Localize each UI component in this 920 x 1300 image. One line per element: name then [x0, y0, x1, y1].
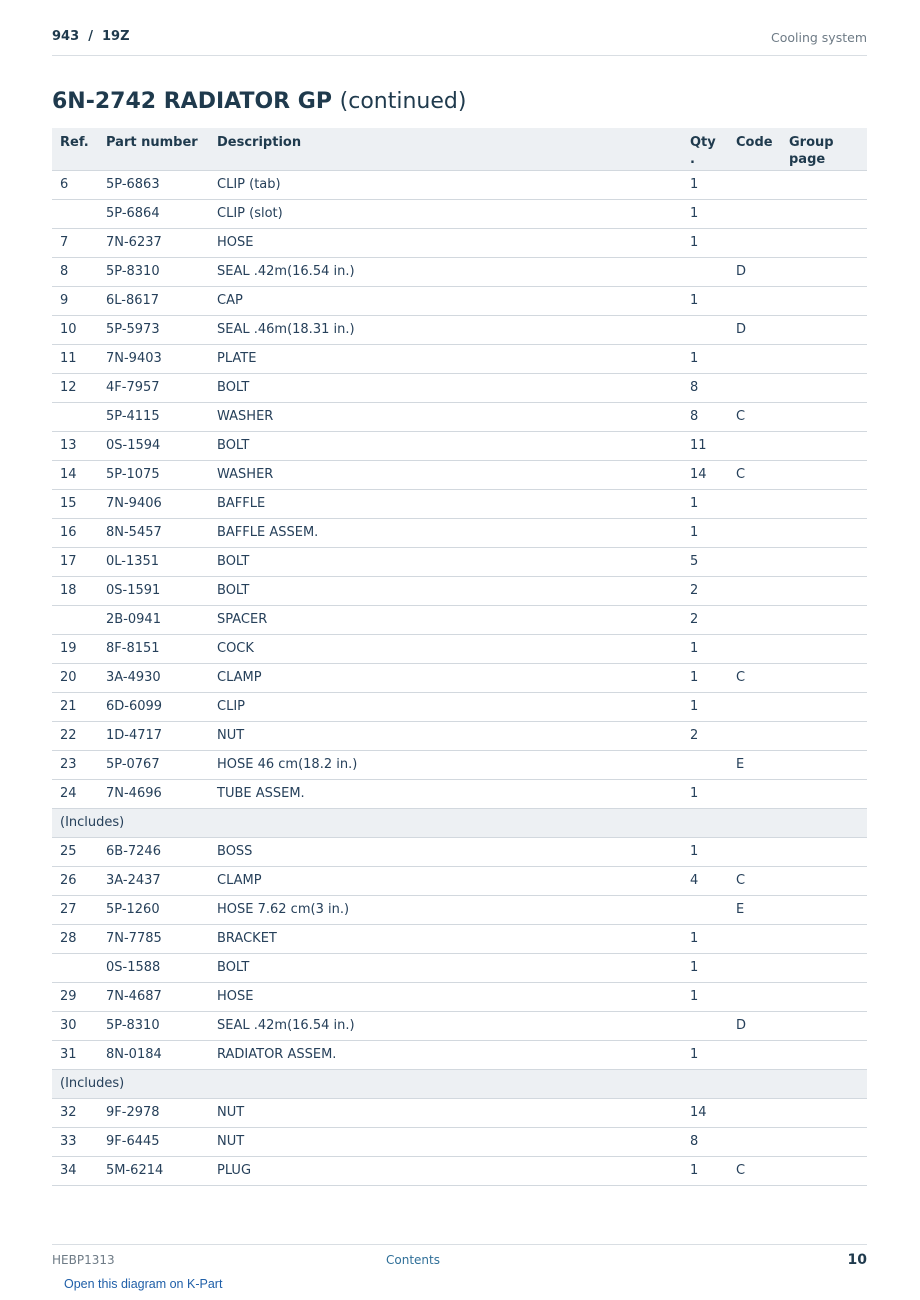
row-part-number: 5P-6864: [98, 199, 209, 228]
row-group-page: [781, 199, 867, 228]
row-description: NUT: [209, 721, 682, 750]
row-code: [728, 982, 781, 1011]
row-code: C: [728, 402, 781, 431]
table-row: [52, 315, 867, 344]
table-row: [52, 1040, 867, 1069]
table-row: [52, 199, 867, 228]
model-label: 943 / 19Z: [52, 29, 130, 44]
row-description: WASHER: [209, 460, 682, 489]
row-part-number: 7N-6237: [98, 228, 209, 257]
open-diagram-link[interactable]: Open this diagram on K-Part: [64, 1277, 223, 1291]
row-part-number: 6L-8617: [98, 286, 209, 315]
row-qty: 1: [682, 634, 728, 663]
row-description: COCK: [209, 634, 682, 663]
row-qty: 2: [682, 721, 728, 750]
row-part-number: 8F-8151: [98, 634, 209, 663]
table-row: [52, 837, 867, 866]
row-code: [728, 1127, 781, 1156]
row-group-page: [781, 315, 867, 344]
row-qty: [682, 895, 728, 924]
row-part-number: 0S-1588: [98, 953, 209, 982]
row-group-page: [781, 460, 867, 489]
row-group-page: [781, 953, 867, 982]
row-code: C: [728, 1156, 781, 1185]
row-qty: 1: [682, 953, 728, 982]
page-footer: [52, 1244, 867, 1295]
row-qty: 1: [682, 199, 728, 228]
row-ref: 30: [52, 1011, 98, 1040]
table-row: [52, 779, 867, 808]
row-code: [728, 576, 781, 605]
row-qty: 1: [682, 170, 728, 199]
row-description: BAFFLE: [209, 489, 682, 518]
row-part-number: 6D-6099: [98, 692, 209, 721]
row-part-number: 5P-8310: [98, 257, 209, 286]
table-row: [52, 402, 867, 431]
row-part-number: 6B-7246: [98, 837, 209, 866]
row-code: [728, 779, 781, 808]
row-qty: 1: [682, 837, 728, 866]
row-code: C: [728, 460, 781, 489]
row-part-number: 4F-7957: [98, 373, 209, 402]
row-qty: 2: [682, 576, 728, 605]
row-ref: 23: [52, 750, 98, 779]
row-code: [728, 634, 781, 663]
row-group-page: [781, 228, 867, 257]
row-code: [728, 286, 781, 315]
row-qty: 1: [682, 663, 728, 692]
row-ref: 22: [52, 721, 98, 750]
row-group-page: [781, 1127, 867, 1156]
row-group-page: [781, 1098, 867, 1127]
row-description: WASHER: [209, 402, 682, 431]
row-ref: 6: [52, 170, 98, 199]
row-code: E: [728, 750, 781, 779]
row-ref: 19: [52, 634, 98, 663]
table-row: [52, 257, 867, 286]
table-row: [52, 692, 867, 721]
row-part-number: 0S-1594: [98, 431, 209, 460]
includes-note: (Includes): [52, 808, 867, 837]
row-qty: 1: [682, 228, 728, 257]
table-row: [52, 460, 867, 489]
row-qty: 1: [682, 924, 728, 953]
row-part-number: 7N-9406: [98, 489, 209, 518]
row-part-number: 1D-4717: [98, 721, 209, 750]
title-main: 6N-2742 RADIATOR GP: [52, 89, 332, 114]
row-ref: 34: [52, 1156, 98, 1185]
table-row: [52, 170, 867, 199]
row-part-number: 5P-0767: [98, 750, 209, 779]
table-row: [52, 373, 867, 402]
table-row: [52, 750, 867, 779]
column-header-code: Code: [728, 128, 781, 170]
row-part-number: 5P-1075: [98, 460, 209, 489]
row-code: [728, 489, 781, 518]
row-description: CAP: [209, 286, 682, 315]
row-ref: 17: [52, 547, 98, 576]
row-description: RADIATOR ASSEM.: [209, 1040, 682, 1069]
row-code: [728, 199, 781, 228]
row-part-number: 5P-6863: [98, 170, 209, 199]
row-description: NUT: [209, 1098, 682, 1127]
row-description: HOSE 7.62 cm(3 in.): [209, 895, 682, 924]
row-code: [728, 605, 781, 634]
row-code: [728, 837, 781, 866]
row-description: SPACER: [209, 605, 682, 634]
row-qty: 2: [682, 605, 728, 634]
row-part-number: 5P-8310: [98, 1011, 209, 1040]
row-description: TUBE ASSEM.: [209, 779, 682, 808]
document-id: HEBP1313: [52, 1253, 115, 1267]
row-description: SEAL .46m(18.31 in.): [209, 315, 682, 344]
row-ref: [52, 402, 98, 431]
row-code: [728, 170, 781, 199]
table-row: [52, 663, 867, 692]
row-description: BOLT: [209, 576, 682, 605]
row-ref: 33: [52, 1127, 98, 1156]
row-code: [728, 344, 781, 373]
row-ref: 9: [52, 286, 98, 315]
table-row: [52, 228, 867, 257]
column-header-qty: Qty .: [682, 128, 728, 170]
table-row: [52, 489, 867, 518]
row-qty: 8: [682, 402, 728, 431]
row-part-number: 5P-5973: [98, 315, 209, 344]
parts-table-body: [52, 170, 867, 1185]
row-code: [728, 1098, 781, 1127]
row-group-page: [781, 895, 867, 924]
row-group-page: [781, 1156, 867, 1185]
row-group-page: [781, 518, 867, 547]
row-part-number: 9F-6445: [98, 1127, 209, 1156]
table-row: [52, 1011, 867, 1040]
row-code: [728, 431, 781, 460]
row-code: [728, 721, 781, 750]
row-qty: 8: [682, 373, 728, 402]
row-code: C: [728, 663, 781, 692]
table-row: [52, 924, 867, 953]
column-header-group-page: Group page: [781, 128, 867, 170]
row-qty: 4: [682, 866, 728, 895]
row-group-page: [781, 1011, 867, 1040]
row-group-page: [781, 866, 867, 895]
row-ref: [52, 953, 98, 982]
page-number: 10: [847, 1252, 867, 1268]
row-qty: [682, 315, 728, 344]
row-group-page: [781, 721, 867, 750]
row-ref: 15: [52, 489, 98, 518]
row-ref: 16: [52, 518, 98, 547]
table-row: [52, 344, 867, 373]
section-name: Cooling system: [771, 30, 867, 45]
row-ref: 29: [52, 982, 98, 1011]
table-row: [52, 1098, 867, 1127]
table-row: [52, 605, 867, 634]
row-description: BOLT: [209, 431, 682, 460]
row-group-page: [781, 663, 867, 692]
row-part-number: 3A-4930: [98, 663, 209, 692]
row-qty: 1: [682, 1040, 728, 1069]
row-ref: 28: [52, 924, 98, 953]
row-ref: 26: [52, 866, 98, 895]
table-row: [52, 431, 867, 460]
row-ref: 18: [52, 576, 98, 605]
row-description: BOLT: [209, 373, 682, 402]
row-group-page: [781, 402, 867, 431]
row-code: [728, 547, 781, 576]
row-qty: 1: [682, 1156, 728, 1185]
row-group-page: [781, 750, 867, 779]
row-description: PLATE: [209, 344, 682, 373]
row-qty: 5: [682, 547, 728, 576]
row-group-page: [781, 779, 867, 808]
row-part-number: 2B-0941: [98, 605, 209, 634]
row-qty: 1: [682, 692, 728, 721]
row-qty: [682, 750, 728, 779]
row-group-page: [781, 489, 867, 518]
includes-row: [52, 1069, 867, 1098]
row-qty: 14: [682, 460, 728, 489]
row-ref: 32: [52, 1098, 98, 1127]
row-description: SEAL .42m(16.54 in.): [209, 257, 682, 286]
row-ref: [52, 605, 98, 634]
row-group-page: [781, 982, 867, 1011]
row-code: D: [728, 1011, 781, 1040]
parts-table: [52, 128, 867, 1186]
row-part-number: 9F-2978: [98, 1098, 209, 1127]
row-code: [728, 228, 781, 257]
table-row: [52, 286, 867, 315]
row-part-number: 8N-5457: [98, 518, 209, 547]
row-description: CLAMP: [209, 663, 682, 692]
column-header-description: Description: [209, 128, 682, 170]
row-description: CLAMP: [209, 866, 682, 895]
row-ref: 13: [52, 431, 98, 460]
row-description: HOSE: [209, 982, 682, 1011]
row-part-number: 8N-0184: [98, 1040, 209, 1069]
column-header-part-number: Part number: [98, 128, 209, 170]
row-description: BAFFLE ASSEM.: [209, 518, 682, 547]
table-row: [52, 953, 867, 982]
includes-note: (Includes): [52, 1069, 867, 1098]
row-description: SEAL .42m(16.54 in.): [209, 1011, 682, 1040]
row-code: [728, 373, 781, 402]
row-part-number: 7N-7785: [98, 924, 209, 953]
row-ref: 11: [52, 344, 98, 373]
row-group-page: [781, 634, 867, 663]
row-part-number: 7N-4696: [98, 779, 209, 808]
row-code: E: [728, 895, 781, 924]
row-code: [728, 953, 781, 982]
row-code: C: [728, 866, 781, 895]
row-group-page: [781, 692, 867, 721]
row-ref: 14: [52, 460, 98, 489]
row-part-number: 0L-1351: [98, 547, 209, 576]
table-row: [52, 1156, 867, 1185]
table-row: [52, 634, 867, 663]
row-qty: 1: [682, 489, 728, 518]
row-group-page: [781, 373, 867, 402]
row-ref: 21: [52, 692, 98, 721]
table-header-row: [52, 128, 867, 170]
table-row: [52, 1127, 867, 1156]
table-row: [52, 721, 867, 750]
row-group-page: [781, 837, 867, 866]
row-description: CLIP: [209, 692, 682, 721]
row-description: NUT: [209, 1127, 682, 1156]
row-code: D: [728, 257, 781, 286]
row-ref: 27: [52, 895, 98, 924]
row-group-page: [781, 286, 867, 315]
row-qty: [682, 257, 728, 286]
row-ref: 12: [52, 373, 98, 402]
row-group-page: [781, 547, 867, 576]
row-qty: 1: [682, 982, 728, 1011]
row-ref: 25: [52, 837, 98, 866]
row-description: BRACKET: [209, 924, 682, 953]
row-ref: 10: [52, 315, 98, 344]
row-ref: 8: [52, 257, 98, 286]
page-header: [52, 29, 867, 56]
row-description: CLIP (slot): [209, 199, 682, 228]
row-description: HOSE 46 cm(18.2 in.): [209, 750, 682, 779]
row-group-page: [781, 1040, 867, 1069]
contents-link[interactable]: Contents: [386, 1253, 440, 1267]
table-row: [52, 866, 867, 895]
includes-row: [52, 808, 867, 837]
row-description: BOSS: [209, 837, 682, 866]
row-qty: 14: [682, 1098, 728, 1127]
row-qty: 1: [682, 518, 728, 547]
row-code: [728, 1040, 781, 1069]
row-qty: 8: [682, 1127, 728, 1156]
table-row: [52, 982, 867, 1011]
row-qty: 11: [682, 431, 728, 460]
row-ref: 20: [52, 663, 98, 692]
page-title: [52, 89, 466, 114]
row-description: BOLT: [209, 953, 682, 982]
row-description: BOLT: [209, 547, 682, 576]
row-ref: 7: [52, 228, 98, 257]
row-ref: 24: [52, 779, 98, 808]
row-part-number: 5M-6214: [98, 1156, 209, 1185]
row-group-page: [781, 344, 867, 373]
row-ref: [52, 199, 98, 228]
row-part-number: 7N-4687: [98, 982, 209, 1011]
row-code: [728, 518, 781, 547]
table-row: [52, 895, 867, 924]
row-part-number: 5P-1260: [98, 895, 209, 924]
row-group-page: [781, 170, 867, 199]
row-part-number: 7N-9403: [98, 344, 209, 373]
row-part-number: 3A-2437: [98, 866, 209, 895]
title-suffix: (continued): [339, 89, 467, 114]
table-row: [52, 576, 867, 605]
row-part-number: 0S-1591: [98, 576, 209, 605]
row-qty: [682, 1011, 728, 1040]
row-qty: 1: [682, 779, 728, 808]
row-group-page: [781, 576, 867, 605]
row-group-page: [781, 605, 867, 634]
row-description: CLIP (tab): [209, 170, 682, 199]
table-row: [52, 547, 867, 576]
row-ref: 31: [52, 1040, 98, 1069]
row-group-page: [781, 924, 867, 953]
row-code: [728, 924, 781, 953]
row-group-page: [781, 257, 867, 286]
row-qty: 1: [682, 344, 728, 373]
row-group-page: [781, 431, 867, 460]
row-code: D: [728, 315, 781, 344]
row-description: HOSE: [209, 228, 682, 257]
column-header-ref: Ref.: [52, 128, 98, 170]
row-code: [728, 692, 781, 721]
row-description: PLUG: [209, 1156, 682, 1185]
row-part-number: 5P-4115: [98, 402, 209, 431]
table-row: [52, 518, 867, 547]
row-qty: 1: [682, 286, 728, 315]
